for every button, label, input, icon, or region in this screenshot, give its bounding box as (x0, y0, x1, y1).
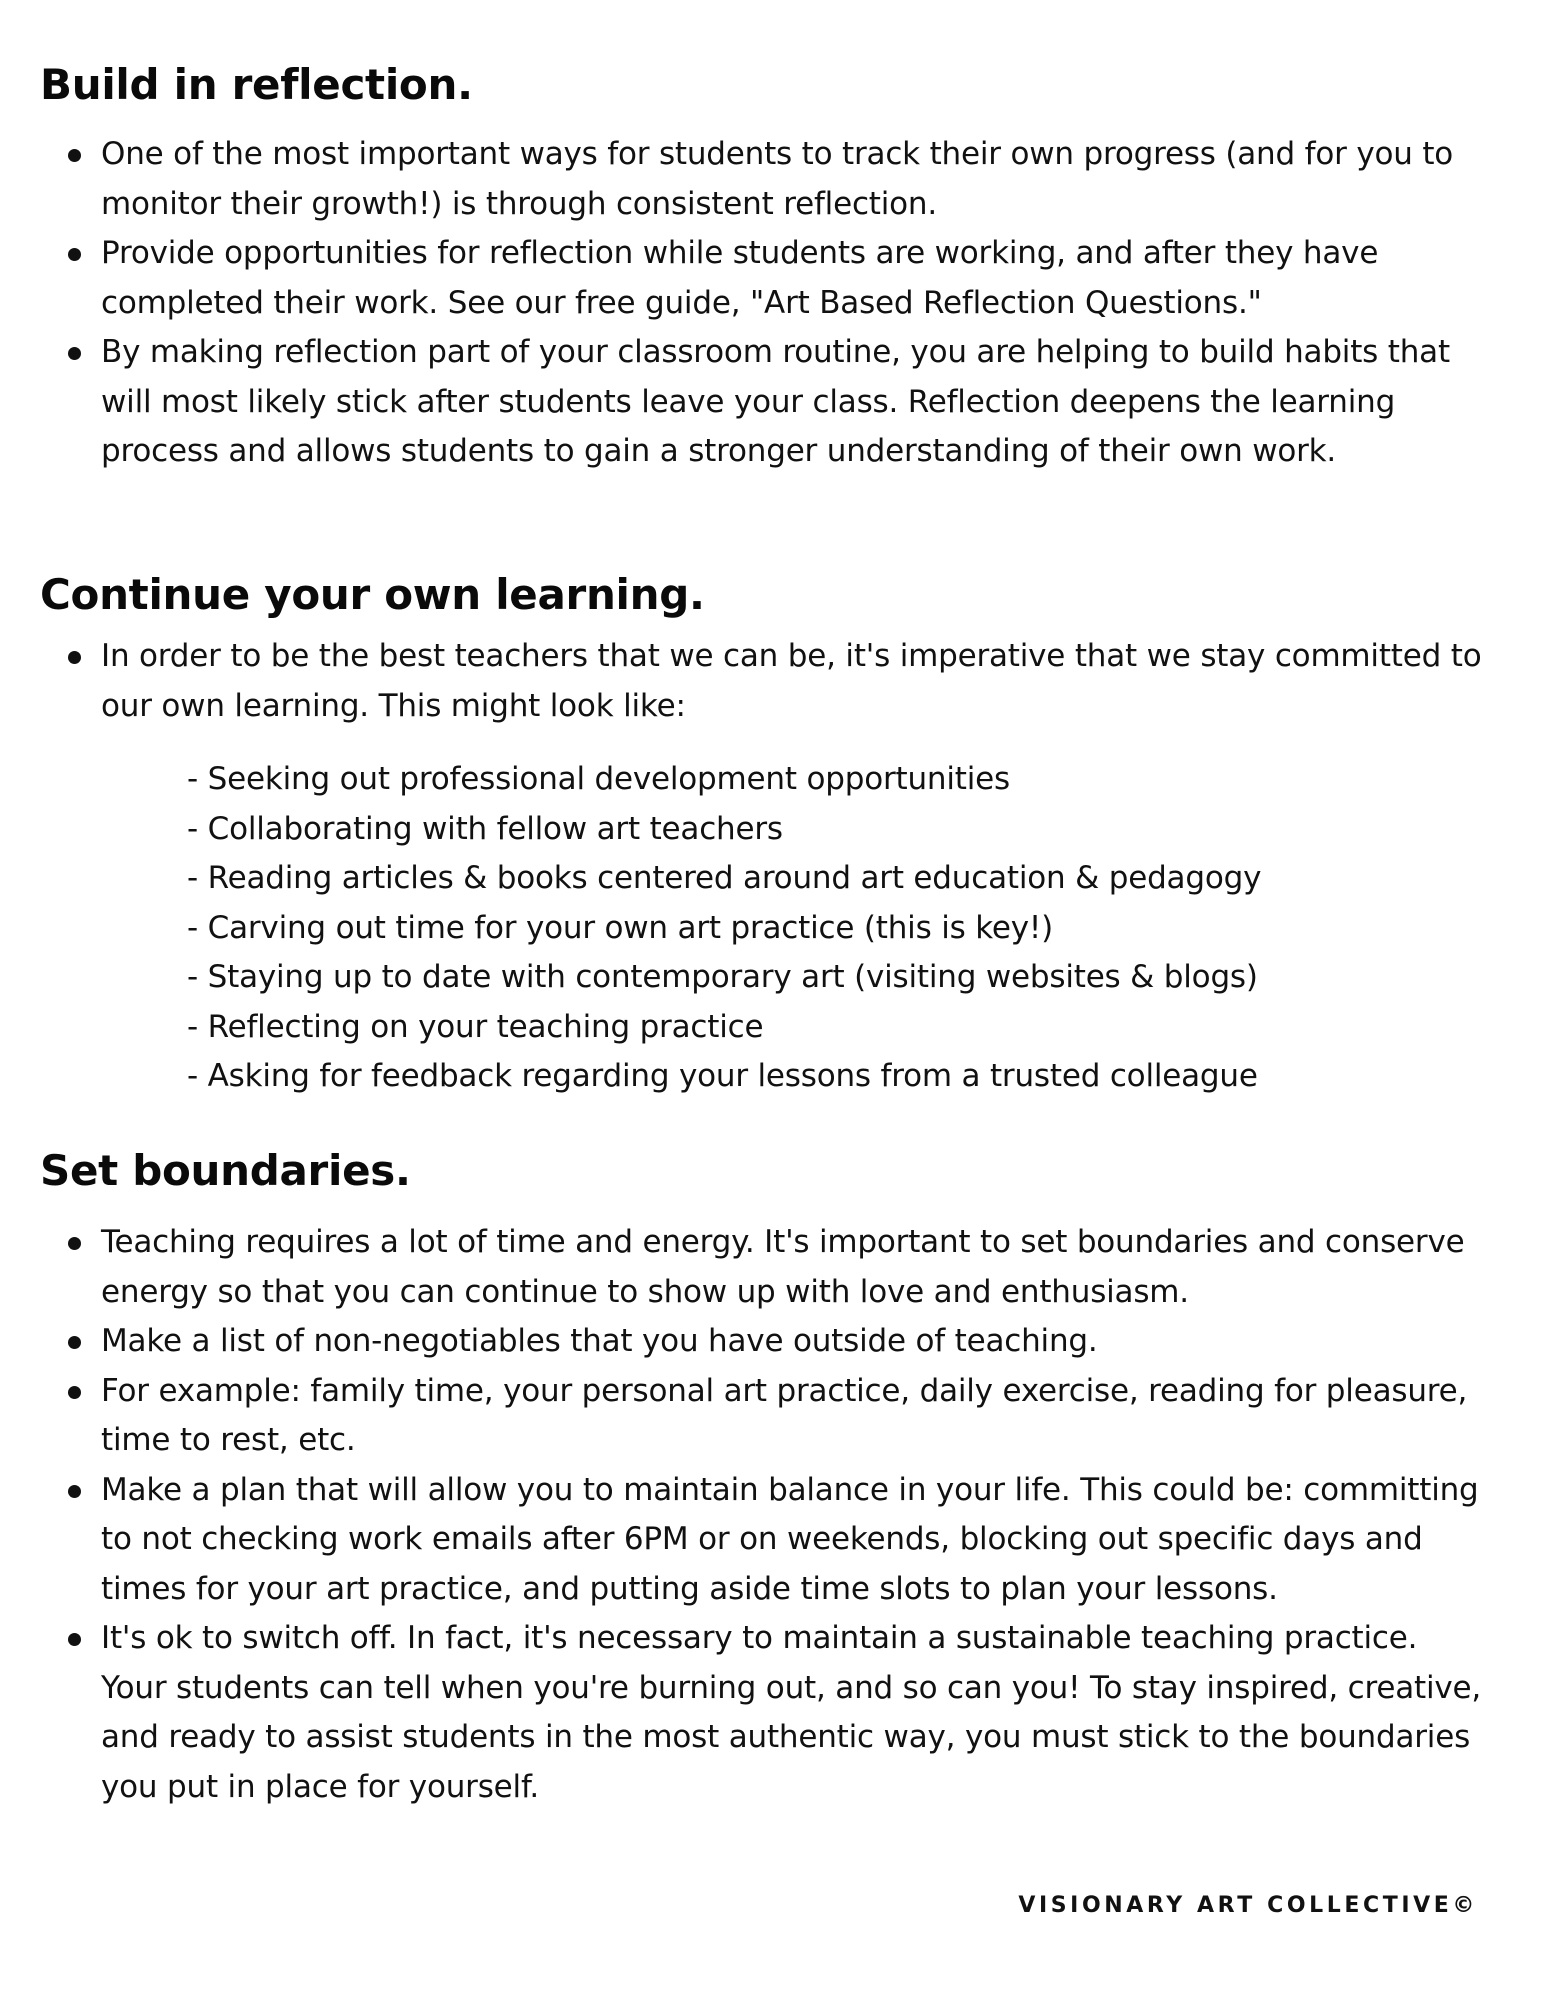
brand-footer: VISIONARY ART COLLECTIVE© (1018, 1893, 1478, 1918)
bullet-text: Provide opportunities for reflection while students are working, and after they have completed their work. See our free guide, "Art Based Reflection Questions." (101, 235, 1379, 321)
bullet-item (40, 1317, 1490, 1367)
bullet-list (40, 632, 1490, 731)
list-item: - Seeking out professional development opportunities (187, 761, 1010, 797)
section-continue-learning (40, 567, 1490, 1102)
list-item: - Reading articles & books centered around art education & pedagogy (187, 860, 1262, 896)
bullet-item (40, 1367, 1490, 1466)
learning-examples-list (40, 755, 1490, 1102)
bullet-text: Make a plan that will allow you to maintain balance in your life. This could be: committing to not checking work emails after 6PM or on weekends, blocking out specific days and times for your art practice, and putting aside time slots to plan your lessons. (101, 1471, 1479, 1607)
list-item: - Staying up to date with contemporary art (visiting websites & blogs) (187, 959, 1258, 995)
section-set-boundaries (40, 1143, 1490, 1812)
bullet-icon (68, 1485, 81, 1498)
list-item: - Carving out time for your own art practice (this is key!) (187, 909, 1054, 946)
bullet-item (40, 1218, 1490, 1317)
bullet-text: It's ok to switch off. In fact, it's necessary to maintain a sustainable teaching practice. Your students can tell when you're burning out, and so can you! To stay inspired, creative, and ready to assist students in the most authentic way, you must stick to the boundaries you put in place for yourself. (101, 1620, 1482, 1805)
bullet-text: For example: family time, your personal art practice, daily exercise, reading for pleasure, time to rest, etc. (101, 1372, 1468, 1458)
section-heading: Build in reflection. (40, 60, 473, 109)
section-heading: Continue your own learning. (40, 570, 705, 619)
bullet-item (40, 1614, 1490, 1812)
bullet-item (40, 229, 1490, 328)
bullet-item (40, 1466, 1490, 1615)
bullet-list (40, 130, 1490, 477)
bullet-icon (68, 248, 81, 261)
bullet-item (40, 130, 1490, 229)
bullet-item (40, 632, 1490, 731)
bullet-icon (68, 1633, 81, 1646)
bullet-icon (68, 651, 81, 664)
section-build-in-reflection (40, 57, 1490, 477)
bullet-text: In order to be the best teachers that we can be, it's imperative that we stay committed to our own learning. This might look like: (101, 638, 1482, 724)
bullet-text: By making reflection part of your classroom routine, you are helping to build habits that will most likely stick after students leave your class. Reflection deepens the learning process and allows students to gain a stronger understanding of their own work. (101, 334, 1450, 469)
bullet-icon (68, 1336, 81, 1349)
list-item: - Collaborating with fellow art teachers (187, 810, 783, 847)
list-item: - Reflecting on your teaching practice (187, 1008, 764, 1045)
bullet-list (40, 1218, 1490, 1812)
bullet-text: Teaching requires a lot of time and energy. It's important to set boundaries and conserve energy so that you can continue to show up with love and enthusiasm. (101, 1224, 1465, 1310)
bullet-icon (68, 1386, 81, 1399)
bullet-text: One of the most important ways for students to track their own progress (and for you to monitor their growth!) is through consistent reflection. (101, 136, 1454, 222)
bullet-icon (68, 149, 81, 162)
bullet-icon (68, 1237, 81, 1250)
section-heading: Set boundaries. (40, 1146, 411, 1195)
bullet-icon (68, 347, 81, 360)
bullet-item (40, 328, 1490, 477)
list-item: - Asking for feedback regarding your lessons from a trusted colleague (187, 1058, 1258, 1094)
bullet-text: Make a list of non-negotiables that you have outside of teaching. (101, 1323, 1098, 1359)
